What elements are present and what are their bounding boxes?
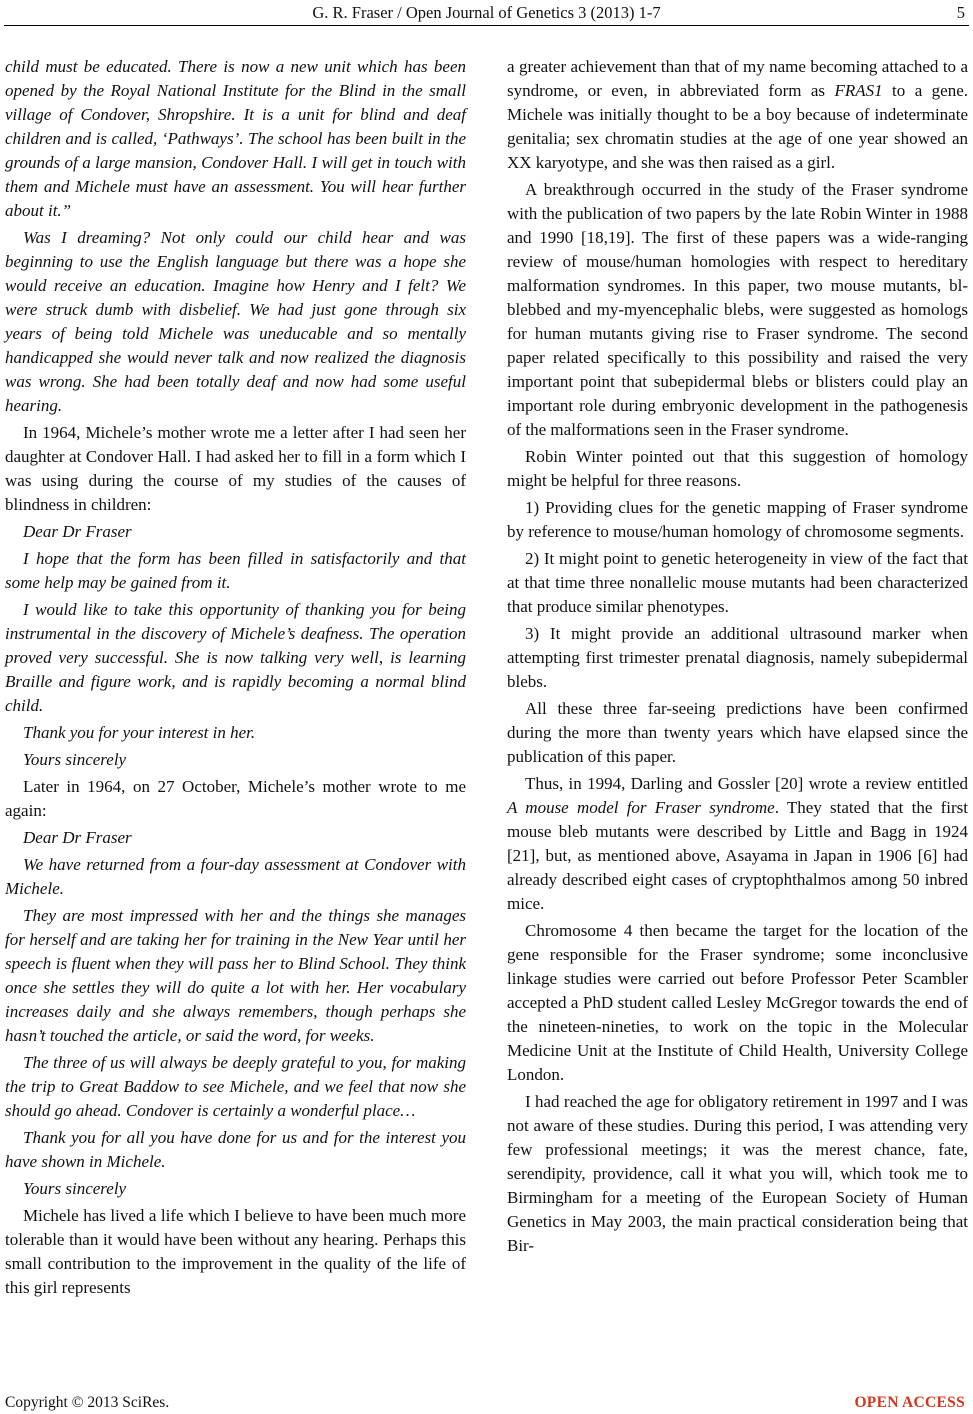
letter-paragraph: They are most impressed with her and the things she manages for herself and are taking her for training in the New Year until her speech is fluent when they will pass her to Blind School. They think once she settles they will do quite a lot with her. Her vocabulary increases daily and she always remembers, though perhaps she hasn’t touched the article, or said the word, for weeks. (5, 906, 466, 1045)
text-run: Thus, in 1994, Darling and Gossler [20] wrote a review entitled (525, 774, 968, 793)
paragraph: Later in 1964, on 27 October, Michele’s mother wrote to me again: (5, 777, 466, 820)
page-footer (0, 1384, 973, 1414)
letter-paragraph: Thank you for all you have done for us and for the interest you have shown in Michele. (5, 1128, 466, 1171)
review-title: A mouse model for Fraser syndrome (507, 798, 775, 817)
paragraph: In 1964, Michele’s mother wrote me a letter after I had seen her daughter at Condover Hall. I had asked her to fill in a form which I was using during the course of my studies of the causes of blindness in children: (5, 423, 466, 514)
paragraph: A breakthrough occurred in the study of the Fraser syndrome with the publication of two papers by the late Robin Winter in 1988 and 1990 [18,19]. The first of these papers was a wide-ranging review of mouse/human homologies with respect to hereditary malformation syndromes. In this paper, two mouse mutants, bl-blebbed and my-myencephalic blebs, were suggested as homologs for human mutants giving rise to Fraser syndrome. The second paper related specifically to this possibility and raised the very important point that subepidermal blebs or blisters could play an important role during embryonic development in the pathogenesis of the malformations seen in the Fraser syndrome. (507, 180, 968, 439)
paragraph: All these three far-seeing predictions have been confirmed during the more than twenty years which have elapsed since the publication of this paper. (507, 699, 968, 766)
right-column (507, 55, 968, 1261)
list-item: 1) Providing clues for the genetic mapping of Fraser syndrome by reference to mouse/human homology of chromosome segments. (507, 498, 968, 541)
paragraph (507, 55, 968, 175)
copyright-text: Copyright © 2013 SciRes. (5, 1394, 170, 1411)
letter-paragraph: The three of us will always be deeply grateful to you, for making the trip to Great Baddow to see Michele, and we feel that now she should go ahead. Condover is certainly a wonderful place… (5, 1053, 466, 1120)
letter-paragraph: I would like to take this opportunity of thanking you for being instrumental in the discovery of Michele’s deafness. The operation proved very successful. She is now talking very well, is learning Braille and figure work, and is rapidly becoming a normal blind child. (5, 600, 466, 715)
letter-closing: Yours sincerely (23, 750, 127, 769)
left-column (5, 55, 466, 1303)
running-title: G. R. Fraser / Open Journal of Genetics 3 (2013) 1-7 (312, 3, 661, 22)
gene-name: FRAS1 (834, 81, 883, 100)
text-run: . They stated that the first mouse bleb mutants were described by Little and Bagg in 1924 [21], but, as mentioned above, Asayama in Japan in 1906 [6] had already described eight cases of cryptophthalmos among 50 inbred mice. (507, 798, 968, 913)
letter-salutation: Dear Dr Fraser (23, 828, 132, 847)
paragraph: I had reached the age for obligatory retirement in 1997 and I was not aware of these studies. During this period, I was attending very few professional meetings; it was the merest chance, fate, serendipity, providence, call it what you will, which took me to Birmingham for a meeting of the European Society of Human Genetics in May 2003, the main practical consideration being that Bir- (507, 1092, 968, 1255)
header-rule (4, 25, 969, 26)
paragraph (507, 772, 968, 916)
letter-paragraph: Thank you for your interest in her. (23, 723, 256, 742)
page-header (0, 0, 973, 40)
list-item: 3) It might provide an additional ultrasound marker when attempting first trimester prenatal diagnosis, namely subepidermal blebs. (507, 624, 968, 691)
text-run: a greater achievement than that of my name becoming attached to a syndrome, or even, in abbreviated form as (507, 57, 968, 100)
paragraph: Robin Winter pointed out that this suggestion of homology might be helpful for three reasons. (507, 447, 968, 490)
paragraph: child must be educated. There is now a new unit which has been opened by the Royal National Institute for the Blind in the small village of Condover, Shropshire. It is a unit for blind and deaf children and is called, ‘Pathways’. The school has been built in the grounds of a large mansion, Condover Hall. I will get in touch with them and Michele must have an assessment. You will hear further about it.” (5, 57, 466, 220)
letter-paragraph: I hope that the form has been filled in satisfactorily and that some help may be gained from it. (5, 549, 466, 592)
letter-paragraph: We have returned from a four-day assessment at Condover with Michele. (5, 855, 466, 898)
paragraph: Michele has lived a life which I believe to have been much more tolerable than it would have been without any hearing. Perhaps this small contribution to the improvement in the quality of the life of this girl represents (5, 1206, 466, 1297)
open-access-label: OPEN ACCESS (854, 1394, 965, 1411)
letter-closing: Yours sincerely (23, 1179, 127, 1198)
page-number: 5 (956, 3, 965, 22)
list-item: 2) It might point to genetic heterogeneity in view of the fact that at that time three nonallelic mouse mutants had been characterized that produce similar phenotypes. (507, 549, 968, 616)
paragraph: Chromosome 4 then became the target for the location of the gene responsible for the Fraser syndrome; some inconclusive linkage studies were carried out before Professor Peter Scambler accepted a PhD student called Lesley McGregor towards the end of the nineteen-nineties, to work on the topic in the Molecular Medicine Unit at the Institute of Child Health, University College London. (507, 921, 968, 1084)
letter-salutation: Dear Dr Fraser (23, 522, 132, 541)
paragraph: Was I dreaming? Not only could our child hear and was beginning to use the English language but there was a hope she would receive an education. Imagine how Henry and I felt? We were struck dumb with disbelief. We had just gone through six years of being told Michele was uneducable and so mentally handicapped she would never talk and now realized the diagnosis was wrong. She had been totally deaf and now had some useful hearing. (5, 228, 466, 415)
text-run: to a gene. Michele was initially thought to be a boy because of indeterminate genitalia; sex chromatin studies at the age of one year showed an XX karyotype, and she was then raised as a girl. (507, 81, 968, 172)
